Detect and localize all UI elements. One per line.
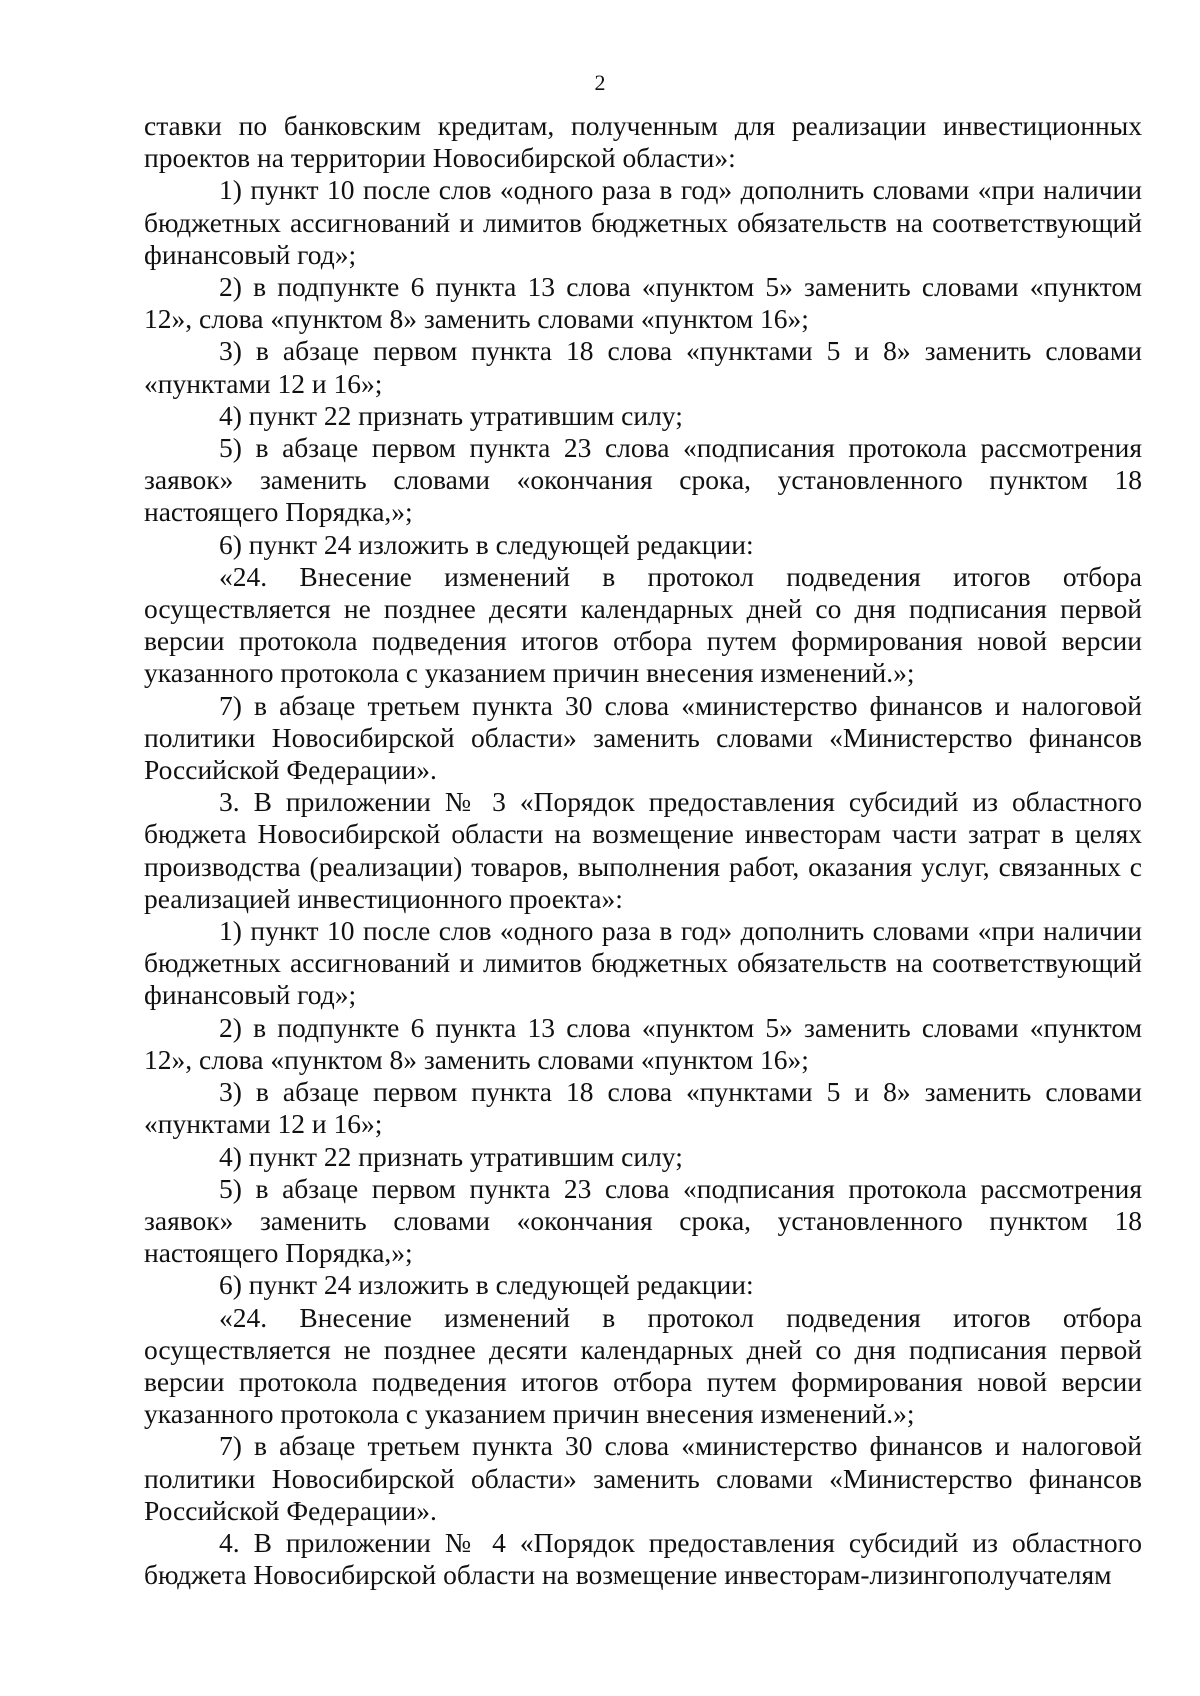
paragraph: «24. Внесение изменений в протокол подведения итогов отбора осуществляется не позднее десяти календарных дней со дня подписания первой версии протокола подведения итогов отбора путем формирования новой версии указанного протокола с указанием причин внесения изменений.»; <box>144 560 1142 689</box>
paragraph: 5) в абзаце первом пункта 23 слова «подписания протокола рассмотрения заявок» заменить словами «окончания срока, установленного пунктом 18 настоящего Порядка,»; <box>144 432 1142 528</box>
paragraph: «24. Внесение изменений в протокол подведения итогов отбора осуществляется не позднее десяти календарных дней со дня подписания первой версии протокола подведения итогов отбора путем формирования новой версии указанного протокола с указанием причин внесения изменений.»; <box>144 1301 1142 1430</box>
paragraph: 5) в абзаце первом пункта 23 слова «подписания протокола рассмотрения заявок» заменить словами «окончания срока, установленного пунктом 18 настоящего Порядка,»; <box>144 1172 1142 1269</box>
paragraph: 7) в абзаце третьем пункта 30 слова «министерство финансов и налоговой политики Новосибирской области» заменить словами «Министерство финансов Российской Федерации». <box>144 689 1142 786</box>
paragraph: 2) в подпункте 6 пункта 13 слова «пунктом 5» заменить словами «пунктом 12», слова «пунктом 8» заменить словами «пунктом 16»; <box>144 271 1142 335</box>
document-body <box>144 110 1142 1591</box>
paragraph: 6) пункт 24 изложить в следующей редакции: <box>219 528 754 560</box>
paragraph: 4. В приложении № 4 «Порядок предоставления субсидий из областного бюджета Новосибирской области на возмещение инвесторам-лизингополучателям <box>144 1526 1142 1591</box>
paragraph: 1) пункт 10 после слов «одного раза в год» дополнить словами «при наличии бюджетных ассигнований и лимитов бюджетных обязательств на соответствующий финансовый год»; <box>144 915 1142 1011</box>
paragraph: 1) пункт 10 после слов «одного раза в год» дополнить словами «при наличии бюджетных ассигнований и лимитов бюджетных обязательств на соответствующий финансовый год»; <box>144 174 1142 270</box>
paragraph: 3) в абзаце первом пункта 18 слова «пунктами 5 и 8» заменить словами «пунктами 12 и 16»; <box>144 1076 1142 1140</box>
paragraph: 4) пункт 22 признать утратившим силу; <box>219 399 683 431</box>
paragraph: 3. В приложении № 3 «Порядок предоставления субсидий из областного бюджета Новосибирской области на возмещение инвесторам части затрат в целях производства (реализации) товаров, выполнения работ, оказания услуг, связанных с реализацией инвестиционного проекта»: <box>144 786 1142 914</box>
paragraph: 7) в абзаце третьем пункта 30 слова «министерство финансов и налоговой политики Новосибирской области» заменить словами «Министерство финансов Российской Федерации». <box>144 1430 1142 1526</box>
page-number: 2 <box>594 70 606 95</box>
paragraph: 6) пункт 24 изложить в следующей редакции: <box>219 1269 754 1301</box>
paragraph: 4) пункт 22 признать утратившим силу; <box>219 1140 683 1172</box>
paragraph: 2) в подпункте 6 пункта 13 слова «пунктом 5» заменить словами «пунктом 12», слова «пунктом 8» заменить словами «пунктом 16»; <box>144 1011 1142 1075</box>
paragraph: ставки по банковским кредитам, полученным для реализации инвестиционных проектов на территории Новосибирской области»: <box>144 110 1142 174</box>
paragraph: 3) в абзаце первом пункта 18 слова «пунктами 5 и 8» заменить словами «пунктами 12 и 16»; <box>144 335 1142 399</box>
